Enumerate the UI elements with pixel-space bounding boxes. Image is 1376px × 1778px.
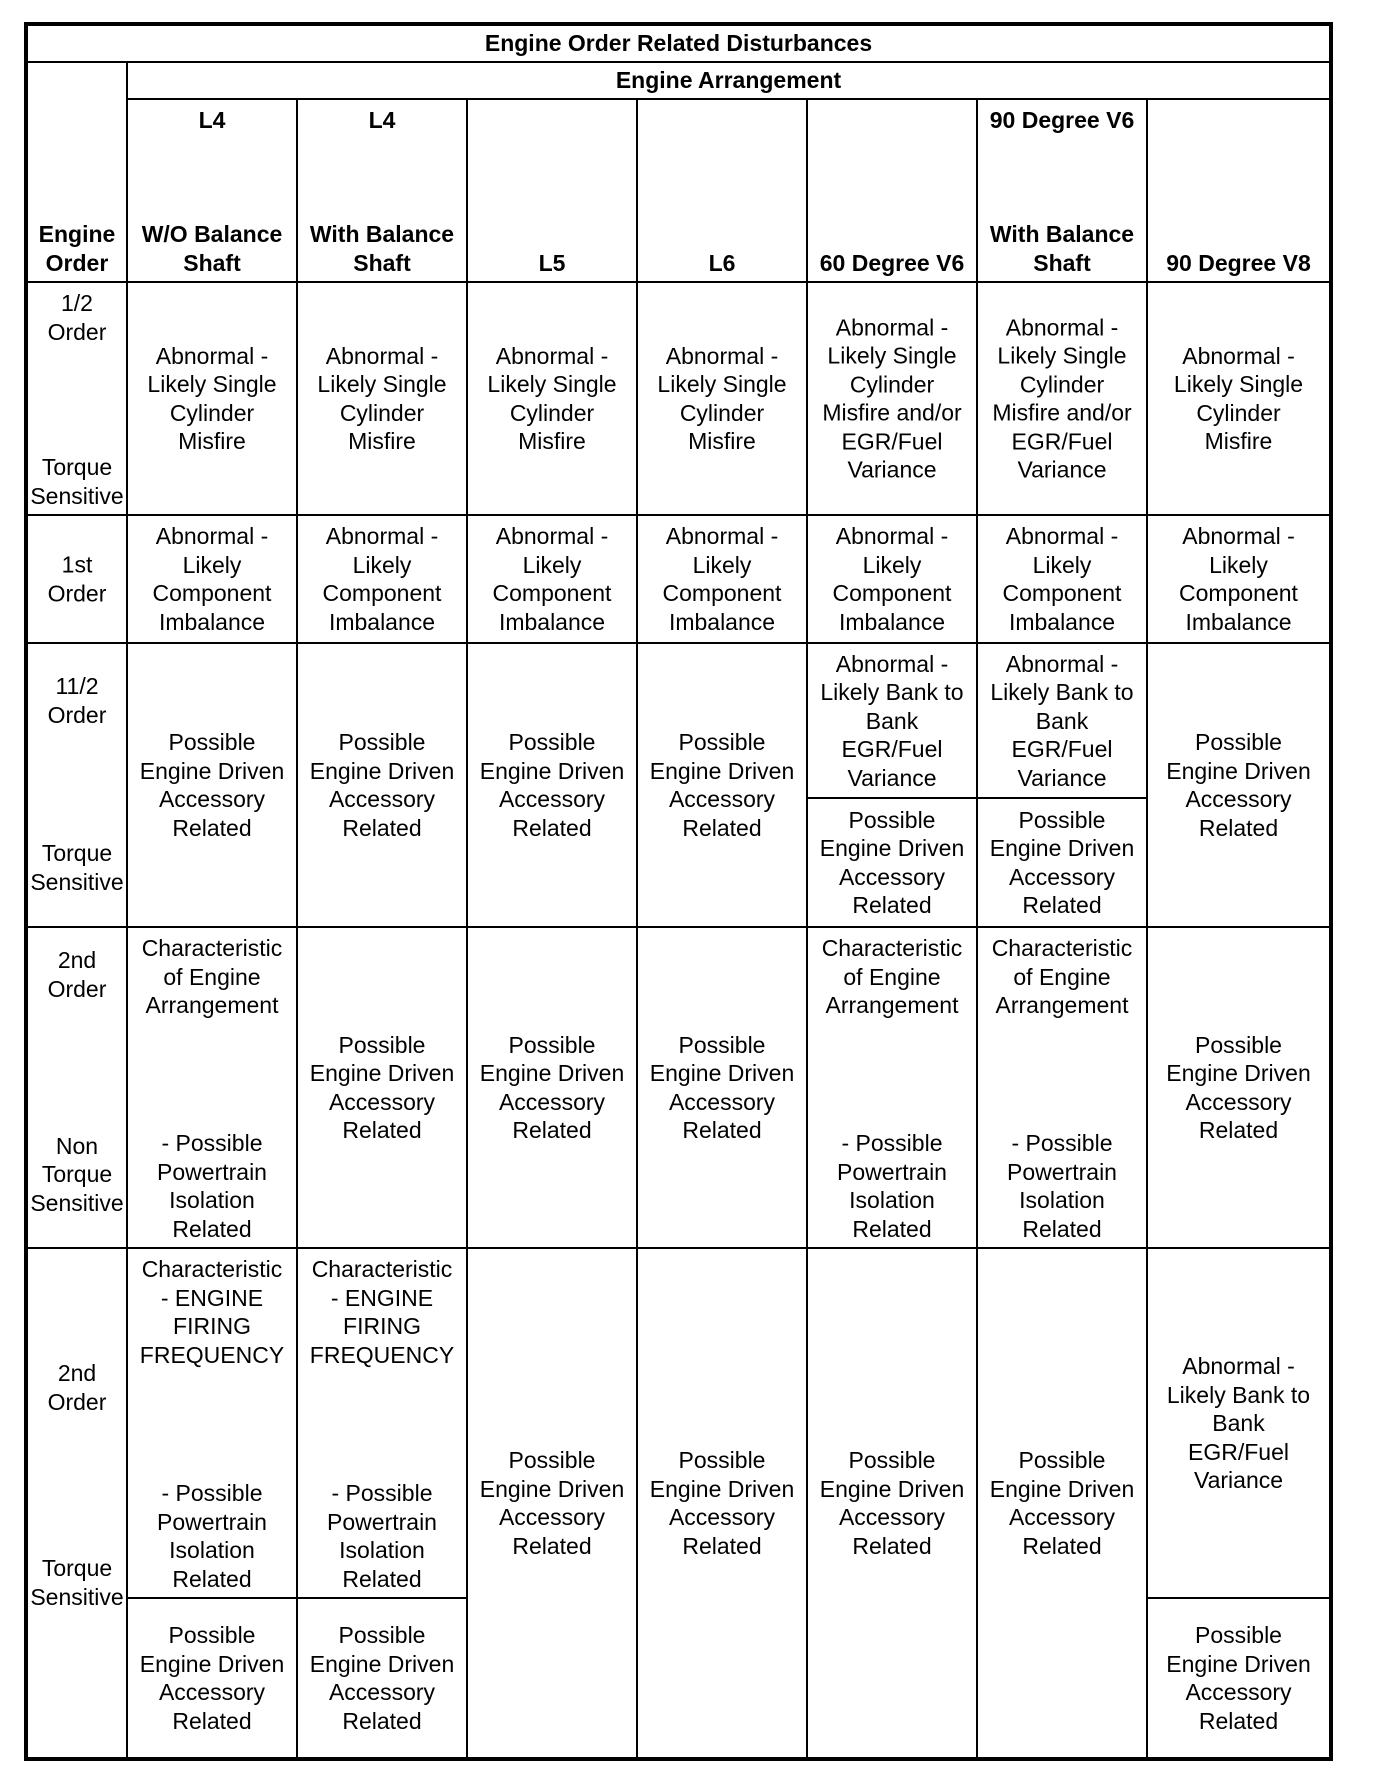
row-sensitivity-label: Torque Sensitive	[30, 454, 124, 509]
table-cell	[297, 927, 467, 1248]
column-header-bottom: With Balance Shaft	[309, 221, 455, 276]
row-sensitivity-label: Torque Sensitive	[30, 840, 124, 895]
cell-text: Abnormal - Likely Component Imbalance	[662, 523, 782, 635]
row-order-label: 2nd Order	[47, 947, 107, 1002]
cell-text: Characteristic of Engine Arrangement	[821, 935, 963, 1018]
cell-text: Abnormal - Likely Component Imbalance	[322, 523, 442, 635]
table-cell	[467, 1248, 637, 1758]
cell-text: Abnormal - Likely Single Cylinder Misfire	[657, 342, 787, 454]
table-cell	[467, 282, 637, 515]
table-cell	[637, 515, 807, 643]
cell-text: Possible Engine Driven Accessory Related	[819, 806, 965, 918]
table-title-text: Engine Order Related Disturbances	[484, 30, 873, 57]
table-cell	[977, 927, 1147, 1248]
column-header-bottom: 90 Degree V8	[1166, 249, 1311, 276]
row-order-label: 11/2 Order	[47, 673, 107, 728]
table-cell	[977, 798, 1147, 927]
cell-text: Possible Engine Driven Accessory Related	[479, 729, 625, 841]
column-header-bottom: W/O Balance Shaft	[141, 221, 283, 276]
cell-text: Abnormal - Likely Component Imbalance	[832, 523, 952, 635]
table-cell	[977, 1248, 1147, 1758]
table-cell	[807, 282, 977, 515]
table-cell	[127, 643, 297, 927]
cell-text: Characteristic of Engine Arrangement	[141, 935, 283, 1018]
table-cell	[807, 798, 977, 927]
table-cell	[637, 927, 807, 1248]
engine-order-header-text: Engine Order	[38, 221, 116, 276]
table-cell	[807, 1248, 977, 1758]
cell-text: Possible Engine Driven Accessory Related	[139, 729, 285, 841]
cell-text: Possible Engine Driven Accessory Related	[649, 1447, 795, 1559]
cell-text: Characteristic - ENGINE FIRING FREQUENCY	[309, 1256, 455, 1368]
cell-text: - Possible Powertrain Isolation Related	[327, 1480, 437, 1592]
table-cell	[1147, 1598, 1330, 1758]
cell-text: Possible Engine Driven Accessory Related	[1166, 729, 1311, 841]
cell-text: Possible Engine Driven Accessory Related	[989, 1447, 1135, 1559]
table-cell	[127, 927, 297, 1248]
cell-text: Abnormal - Likely Component Imbalance	[1179, 523, 1298, 635]
column-header-l5	[467, 99, 637, 282]
cell-text: Abnormal - Likely Single Cylinder Misfire	[1173, 342, 1304, 454]
cell-text: Abnormal - Likely Component Imbalance	[1002, 523, 1122, 635]
row-label-half-order	[27, 282, 127, 515]
table-cell	[807, 643, 977, 798]
table-cell	[1147, 643, 1330, 927]
table-cell	[297, 282, 467, 515]
table-cell	[127, 1598, 297, 1758]
row-label-2nd-order-torque	[27, 1248, 127, 1758]
cell-text: Abnormal - Likely Single Cylinder Misfire	[487, 342, 617, 454]
cell-text: - Possible Powertrain Isolation Related	[1007, 1130, 1117, 1242]
disturbance-table	[24, 22, 1333, 1761]
column-header-bottom: 60 Degree V6	[819, 249, 965, 276]
cell-text: Abnormal - Likely Bank to Bank EGR/Fuel Variance	[820, 650, 964, 791]
row-label-2nd-order-non-torque	[27, 927, 127, 1248]
row-label-1-and-half-order	[27, 643, 127, 927]
table-title	[27, 25, 1330, 62]
row-sensitivity-label: Non Torque Sensitive	[30, 1132, 124, 1216]
table-cell	[127, 282, 297, 515]
engine-arrangement-header-text: Engine Arrangement	[615, 67, 842, 94]
cell-text: Possible Engine Driven Accessory Related	[649, 1031, 795, 1143]
column-header-60-degree-v6	[807, 99, 977, 282]
cell-text: Possible Engine Driven Accessory Related	[309, 729, 455, 841]
cell-text: Abnormal - Likely Single Cylinder Misfire and/or EGR/Fuel Variance	[992, 314, 1132, 483]
row-order-label: 2nd Order	[47, 1360, 107, 1415]
row-label-1st-order	[27, 515, 127, 643]
table-cell	[1147, 1248, 1330, 1598]
column-header-top: L4	[198, 107, 226, 133]
row-order-label: 1st Order	[47, 551, 107, 606]
cell-text: - Possible Powertrain Isolation Related	[157, 1480, 267, 1592]
table-cell	[977, 515, 1147, 643]
table-cell	[467, 927, 637, 1248]
table-cell	[1147, 927, 1330, 1248]
column-header-bottom: L6	[708, 249, 736, 276]
cell-text: Possible Engine Driven Accessory Related	[479, 1031, 625, 1143]
column-header-top: 90 Degree V6	[989, 107, 1135, 133]
table-cell	[1147, 515, 1330, 643]
cell-text: Characteristic - ENGINE FIRING FREQUENCY	[139, 1256, 285, 1368]
cell-text: Possible Engine Driven Accessory Related	[309, 1622, 455, 1734]
cell-text: Possible Engine Driven Accessory Related	[649, 729, 795, 841]
engine-arrangement-header	[127, 62, 1330, 99]
cell-text: Possible Engine Driven Accessory Related	[139, 1622, 285, 1734]
table-cell	[637, 643, 807, 927]
cell-text: Abnormal - Likely Component Imbalance	[492, 523, 612, 635]
engine-order-header	[27, 62, 127, 282]
cell-text: Possible Engine Driven Accessory Related	[989, 806, 1135, 918]
cell-text: Abnormal - Likely Bank to Bank EGR/Fuel Variance	[990, 650, 1134, 791]
cell-text: Abnormal - Likely Single Cylinder Misfire	[317, 342, 447, 454]
table-cell	[467, 643, 637, 927]
table-cell	[977, 282, 1147, 515]
table-cell	[637, 1248, 807, 1758]
table-cell	[127, 1248, 297, 1598]
cell-text: Possible Engine Driven Accessory Related	[309, 1031, 455, 1143]
table-cell	[807, 927, 977, 1248]
table-cell	[807, 515, 977, 643]
table-cell	[977, 643, 1147, 798]
cell-text: Possible Engine Driven Accessory Related	[1166, 1031, 1311, 1143]
column-header-l4-wo-balance	[127, 99, 297, 282]
cell-text: Possible Engine Driven Accessory Related	[479, 1447, 625, 1559]
column-header-l6	[637, 99, 807, 282]
table-cell	[1147, 282, 1330, 515]
row-sensitivity-label: Torque Sensitive	[30, 1555, 124, 1610]
table-cell	[297, 515, 467, 643]
cell-text: Abnormal - Likely Single Cylinder Misfire and/or EGR/Fuel Variance	[822, 314, 962, 483]
cell-text: Possible Engine Driven Accessory Related	[1166, 1622, 1311, 1734]
cell-text: - Possible Powertrain Isolation Related	[157, 1130, 267, 1242]
table-cell	[297, 1248, 467, 1598]
row-order-label: 1/2 Order	[47, 290, 107, 345]
column-header-bottom: L5	[538, 249, 566, 276]
cell-text: Abnormal - Likely Bank to Bank EGR/Fuel Variance	[1166, 1352, 1311, 1493]
cell-text: Abnormal - Likely Component Imbalance	[152, 523, 272, 635]
column-header-l4-with-balance	[297, 99, 467, 282]
cell-text: Possible Engine Driven Accessory Related	[819, 1447, 965, 1559]
cell-text: Abnormal - Likely Single Cylinder Misfire	[147, 342, 277, 454]
table-cell	[297, 643, 467, 927]
column-header-bottom: With Balance Shaft	[989, 221, 1135, 276]
column-header-90-degree-v6	[977, 99, 1147, 282]
cell-text: Characteristic of Engine Arrangement	[991, 935, 1133, 1018]
table-cell	[297, 1598, 467, 1758]
column-header-90-degree-v8	[1147, 99, 1330, 282]
table-cell	[637, 282, 807, 515]
cell-text: - Possible Powertrain Isolation Related	[837, 1130, 947, 1242]
table-cell	[127, 515, 297, 643]
column-header-top: L4	[368, 107, 396, 133]
table-cell	[467, 515, 637, 643]
